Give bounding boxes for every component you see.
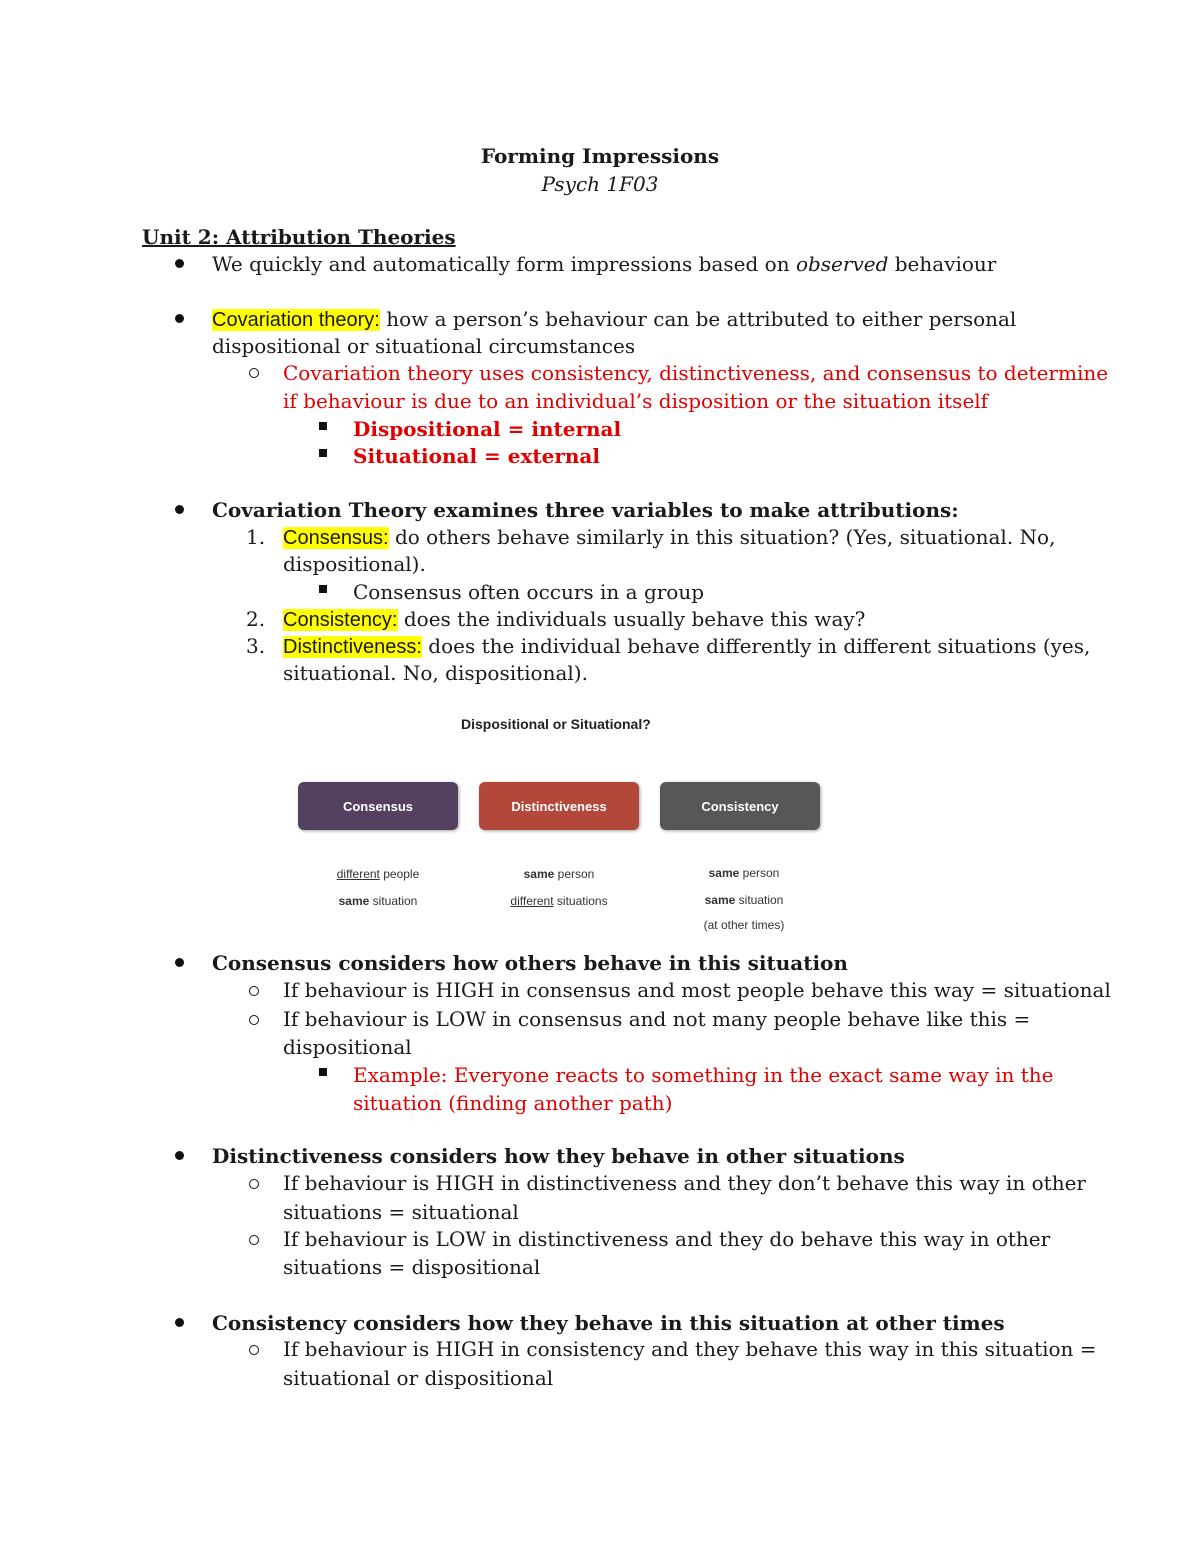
- square-bullet-icon: [319, 422, 327, 430]
- consistency-box-label: Consistency: [701, 798, 779, 814]
- caption-word: different: [336, 867, 380, 881]
- sub-bullet-icon: [249, 1179, 259, 1189]
- distinct-high-line1: If behaviour is HIGH in distinctiveness and they don’t behave this way in other: [283, 1171, 1086, 1195]
- consistency-term: Consistency:: [283, 609, 398, 631]
- caption-word: (at other times): [703, 918, 785, 932]
- caption-word: same: [523, 867, 555, 881]
- consistency-high-line1: If behaviour is HIGH in consistency and they behave this way in this situation =: [283, 1337, 1097, 1361]
- consensus-term: Consensus:: [283, 527, 389, 549]
- consensus-def: do others behave similarly in this situation? (Yes, situational. No,: [388, 525, 1056, 549]
- consistency-caption: [664, 865, 824, 933]
- three-vars-heading: Covariation Theory examines three variables to make attributions:: [212, 498, 959, 522]
- distinctiveness-def-line2: situational. No, dispositional).: [283, 661, 588, 685]
- distinct-low-line2: situations = dispositional: [283, 1255, 541, 1279]
- consensus-low-line2: dispositional: [283, 1035, 412, 1059]
- consistency-high-line2: situational or dispositional: [283, 1366, 554, 1390]
- consensus-low-line1: If behaviour is LOW in consensus and not many people behave like this =: [283, 1007, 1031, 1031]
- document-subtitle: Psych 1F03: [541, 172, 659, 196]
- list-number: 2.: [246, 607, 266, 631]
- bullet-icon: [175, 314, 184, 323]
- consensus-box: [298, 782, 458, 830]
- sub-bullet-icon: [249, 1235, 259, 1245]
- consistency-section-heading: Consistency considers how they behave in this situation at other times: [212, 1311, 1005, 1335]
- consensus-example-line2: situation (finding another path): [353, 1091, 673, 1115]
- caption-word: situation: [735, 893, 784, 907]
- consensus-box-label: Consensus: [342, 798, 414, 814]
- square-bullet-icon: [319, 449, 327, 457]
- covariation-sub-line2: if behaviour is due to an individual’s disposition or the situation itself: [283, 389, 989, 413]
- consistency-box: [660, 782, 820, 830]
- distinctiveness-term: Distinctiveness:: [283, 636, 422, 658]
- covariation-line: [212, 305, 1016, 334]
- intro-line: [212, 250, 996, 278]
- bullet-icon: [175, 1318, 184, 1327]
- sub-bullet-icon: [249, 1015, 259, 1025]
- distinct-section-heading: Distinctiveness considers how they behave in other situations: [212, 1144, 905, 1168]
- situational-external: Situational = external: [353, 444, 600, 468]
- distinct-high-line2: situations = situational: [283, 1200, 519, 1224]
- consistency-item: [283, 605, 865, 634]
- consensus-item: [283, 523, 1055, 552]
- square-bullet-icon: [319, 1068, 327, 1076]
- caption-word: same: [338, 894, 370, 908]
- dispositional-internal: Dispositional = internal: [353, 417, 622, 441]
- square-bullet-icon: [319, 585, 327, 593]
- consensus-def-line2: dispositional).: [283, 552, 426, 576]
- list-number: 1.: [246, 525, 266, 549]
- distinct-low-line1: If behaviour is LOW in distinctiveness and they do behave this way in other: [283, 1227, 1051, 1251]
- intro-text-end: behaviour: [888, 252, 997, 276]
- consensus-example-line1: Example: Everyone reacts to something in the exact same way in the: [353, 1063, 1054, 1087]
- bullet-icon: [175, 259, 184, 268]
- sub-bullet-icon: [249, 1345, 259, 1355]
- covariation-sub-line1: Covariation theory uses consistency, distinctiveness, and consensus to determine: [283, 361, 1109, 385]
- diagram-title: Dispositional or Situational?: [461, 716, 651, 732]
- distinctiveness-item: [283, 632, 1090, 661]
- distinctiveness-caption: [479, 866, 639, 909]
- caption-word: situations: [553, 894, 608, 908]
- bullet-icon: [175, 505, 184, 514]
- covariation-def: how a person’s behaviour can be attributed to either personal: [379, 307, 1017, 331]
- sub-bullet-icon: [249, 986, 259, 996]
- caption-word: same: [704, 893, 736, 907]
- distinctiveness-box: [479, 782, 639, 830]
- bullet-icon: [175, 958, 184, 967]
- caption-word: situation: [369, 894, 418, 908]
- caption-word: person: [554, 867, 595, 881]
- caption-word: same: [708, 866, 740, 880]
- document-title: Forming Impressions: [480, 144, 720, 168]
- unit-heading: Unit 2: Attribution Theories: [142, 225, 456, 249]
- list-number: 3.: [246, 634, 266, 658]
- consistency-def: does the individuals usually behave this way?: [397, 607, 866, 631]
- caption-word: people: [379, 867, 420, 881]
- intro-italic: observed: [795, 252, 889, 276]
- consensus-section-heading: Consensus considers how others behave in this situation: [212, 951, 848, 975]
- covariation-def-line2: dispositional or situational circumstances: [212, 334, 636, 358]
- consensus-caption: [298, 866, 458, 909]
- covariation-term: Covariation theory:: [212, 309, 380, 331]
- bullet-icon: [175, 1151, 184, 1160]
- consensus-high: If behaviour is HIGH in consensus and most people behave this way = situational: [283, 978, 1111, 1002]
- intro-text: We quickly and automatically form impressions based on: [212, 252, 796, 276]
- sub-bullet-icon: [249, 368, 259, 378]
- consensus-sub: Consensus often occurs in a group: [353, 580, 705, 604]
- distinctiveness-def: does the individual behave differently in different situations (yes,: [421, 634, 1091, 658]
- distinctiveness-box-label: Distinctiveness: [511, 798, 607, 814]
- caption-word: person: [739, 866, 780, 880]
- caption-word: different: [510, 894, 554, 908]
